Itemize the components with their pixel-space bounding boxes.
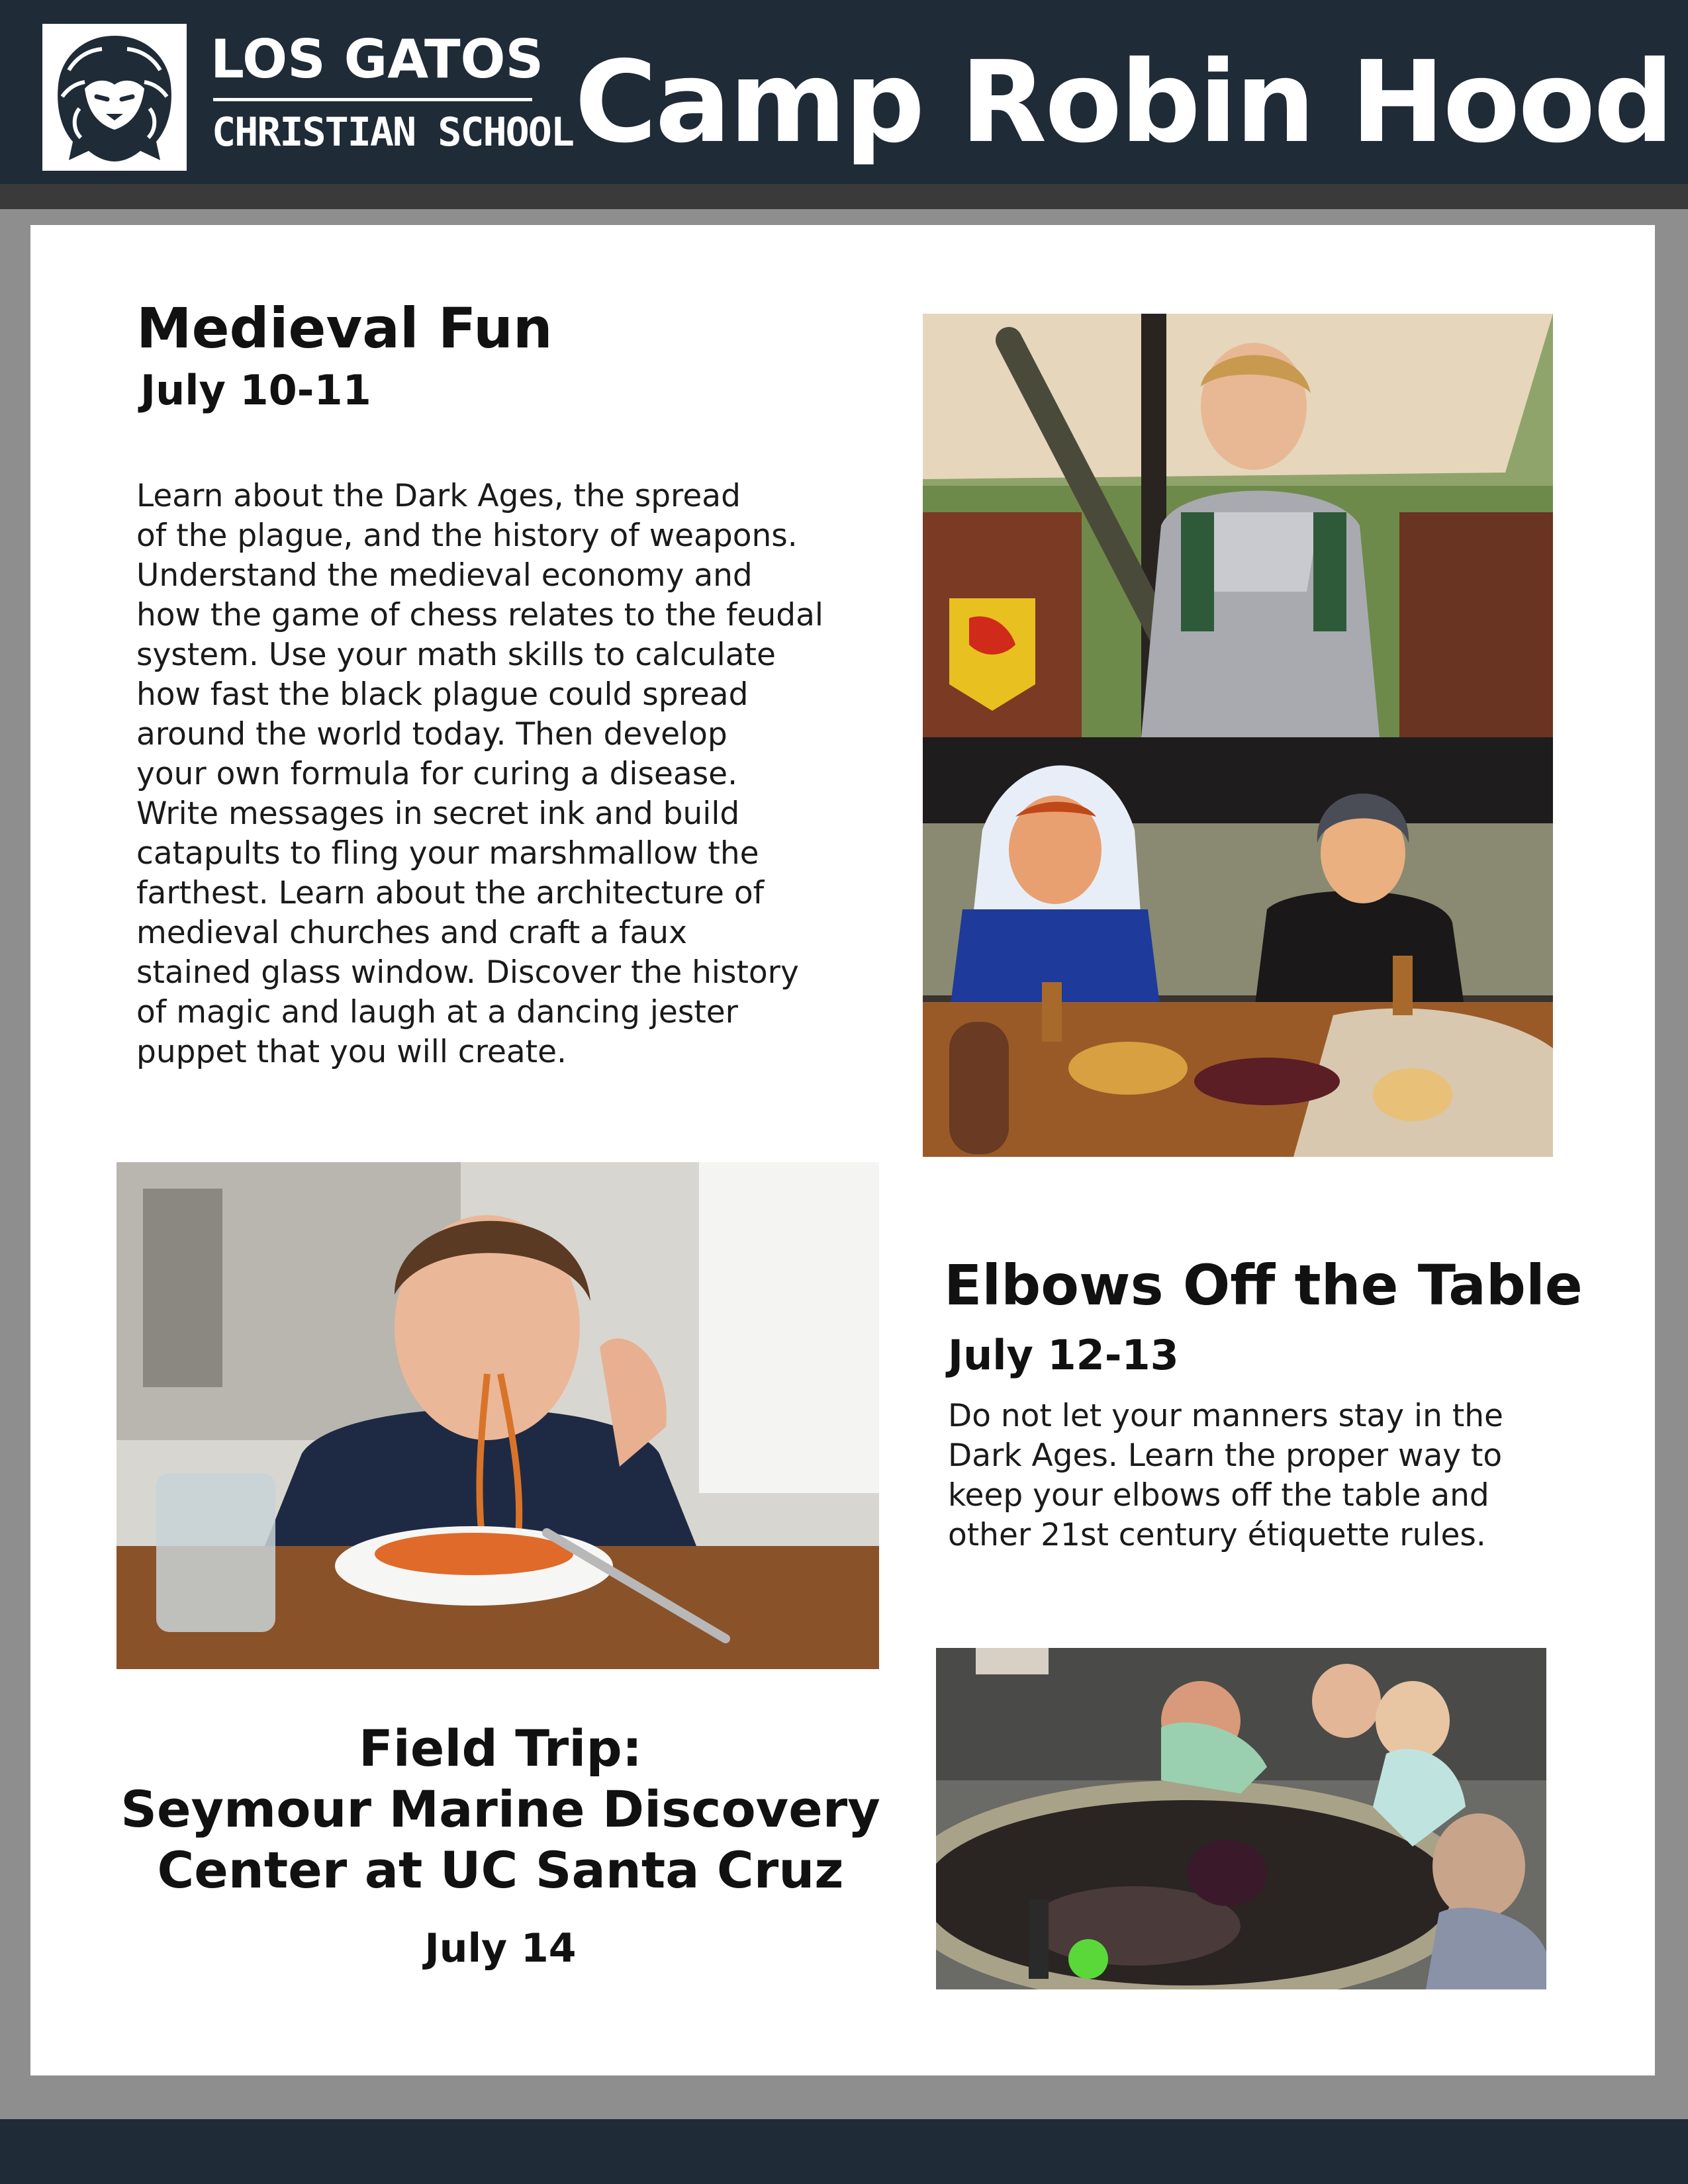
medieval-fun-description: Learn about the Dark Ages, the spread of the plague, and the history of weapons. Understand the medieval economy and how the game of chess relates to the feudal system. Use your math skills to calculate how fast the black plague could spread around the world today. Then develop your own formula for curing a disease. Write messages in secret ink and build catapults to fling your marshmallow the farthest. Learn about the architecture of medieval churches and craft a faux stained glass window. Discover the history of magic and laugh at a dancing jester puppet that you will create. — [136, 478, 823, 1070]
school-name-line2: CHRISTIAN SCHOOL — [212, 109, 573, 156]
medieval-fun-date: July 10-11 — [140, 366, 371, 414]
school-name-line1: LOS GATOS — [211, 28, 544, 90]
field-trip-heading-line3: Center at UC Santa Cruz — [157, 1841, 844, 1899]
footer-bar — [0, 2119, 1688, 2184]
feast-children-photo — [923, 737, 1553, 1157]
elbows-off-table-heading: Elbows Off the Table — [944, 1253, 1583, 1318]
lion-logo-icon — [42, 24, 187, 171]
field-trip-heading-line2: Seymour Marine Discovery — [120, 1780, 880, 1839]
field-trip-heading-line1: Field Trip: — [358, 1719, 643, 1778]
spaghetti-boy-photo — [117, 1162, 879, 1669]
touch-tank-photo — [936, 1648, 1546, 1989]
field-trip-date: July 14 — [424, 1925, 577, 1972]
header-shadow — [0, 184, 1688, 209]
camp-title: Camp Robin Hood — [575, 37, 1672, 168]
elbows-off-table-description: Do not let your manners stay in the Dark Ages. Learn the proper way to keep your elbows off the table and other 21st century étiquette rules. — [948, 1398, 1503, 1553]
medieval-fun-heading: Medieval Fun — [136, 296, 553, 361]
header-bar — [0, 0, 1688, 184]
elbows-off-table-date: July 12-13 — [948, 1331, 1179, 1379]
school-name-divider — [213, 98, 532, 101]
knight-boy-photo — [923, 314, 1553, 737]
